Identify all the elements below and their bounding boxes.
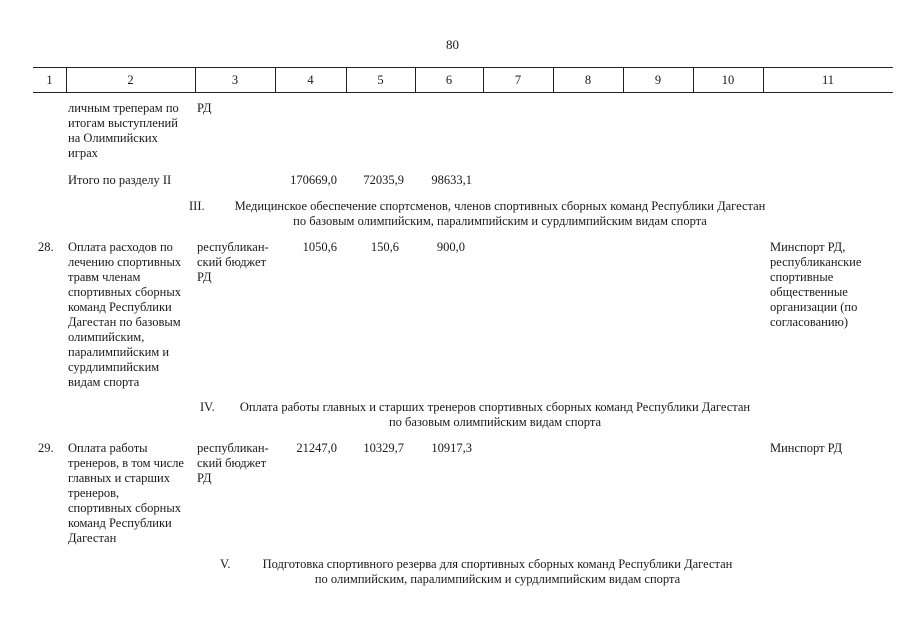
column-header-5: 5	[377, 73, 384, 87]
row-28-source: республикан- ский бюджет РД	[197, 240, 269, 284]
row-28-name: Оплата расходов по лечению спортивных травм членам спортивных сборных команд Республики Дагестан по базовым олимпийским, паралимпийским и сурдлимпийским видам спорта	[68, 240, 182, 389]
subtotal-col6: 98633,1	[431, 173, 472, 187]
row-29-executor: Минспорт РД	[770, 441, 843, 455]
subtotal-label: Итого по разделу II	[68, 173, 172, 187]
row-28-number: 28.	[38, 240, 54, 254]
row-29-col5: 10329,7	[363, 441, 404, 455]
row-29-name: Оплата работы тренеров, в том числе главных и старших тренеров, спортивных сборных команд Республики Дагестан	[68, 441, 184, 545]
section-5-title: Подготовка спортивного резерва для спортивных сборных команд Республики Дагестан по олимпийским, паралимпийским и сурдлимпийским видам спорта	[262, 557, 733, 586]
row-29-number: 29.	[38, 441, 54, 455]
column-header-9: 9	[654, 73, 662, 87]
column-header-10: 10	[721, 73, 735, 87]
subtotal-col4: 170669,0	[290, 173, 337, 187]
column-header-2: 2	[127, 73, 134, 87]
row-28-col6: 900,0	[436, 240, 465, 254]
section-4-number: IV.	[200, 400, 215, 414]
continuation-row-source: РД	[197, 101, 212, 115]
row-29-col6: 10917,3	[431, 441, 472, 455]
continuation-row-name: личным треперам по итогам выступлений на Олимпийских играх	[68, 101, 179, 160]
table-header	[33, 67, 893, 93]
row-28-executor: Минспорт РД, республиканские спортивные общественные организации (по согласованию)	[770, 240, 862, 329]
section-4-title: Оплата работы главных и старших тренеров спортивных сборных команд Республики Дагестан по базовым олимпийским видам спорта	[239, 400, 751, 429]
row-29-source: республикан- ский бюджет РД	[197, 441, 269, 485]
column-header-6: 6	[445, 73, 453, 87]
row-28-col5: 150,6	[370, 240, 399, 254]
page-number: 80	[446, 37, 459, 52]
row-28-col4: 1050,6	[302, 240, 337, 254]
row-29-col4: 21247,0	[296, 441, 337, 455]
section-3-title: Медицинское обеспечение спортсменов, членов спортивных сборных команд Республики Дагестан по базовым олимпийским, паралимпийским и сурдлимпийским видам спорта	[234, 199, 766, 228]
section-3-number: III.	[189, 199, 205, 213]
column-header-11: 11	[821, 73, 835, 87]
column-header-3: 3	[231, 73, 239, 87]
column-header-8: 8	[584, 73, 592, 87]
subtotal-col5: 72035,9	[363, 173, 404, 187]
column-header-4: 4	[307, 73, 314, 87]
section-5-number: V.	[220, 557, 231, 571]
column-header-1: 1	[46, 73, 53, 87]
column-header-7: 7	[514, 73, 522, 87]
